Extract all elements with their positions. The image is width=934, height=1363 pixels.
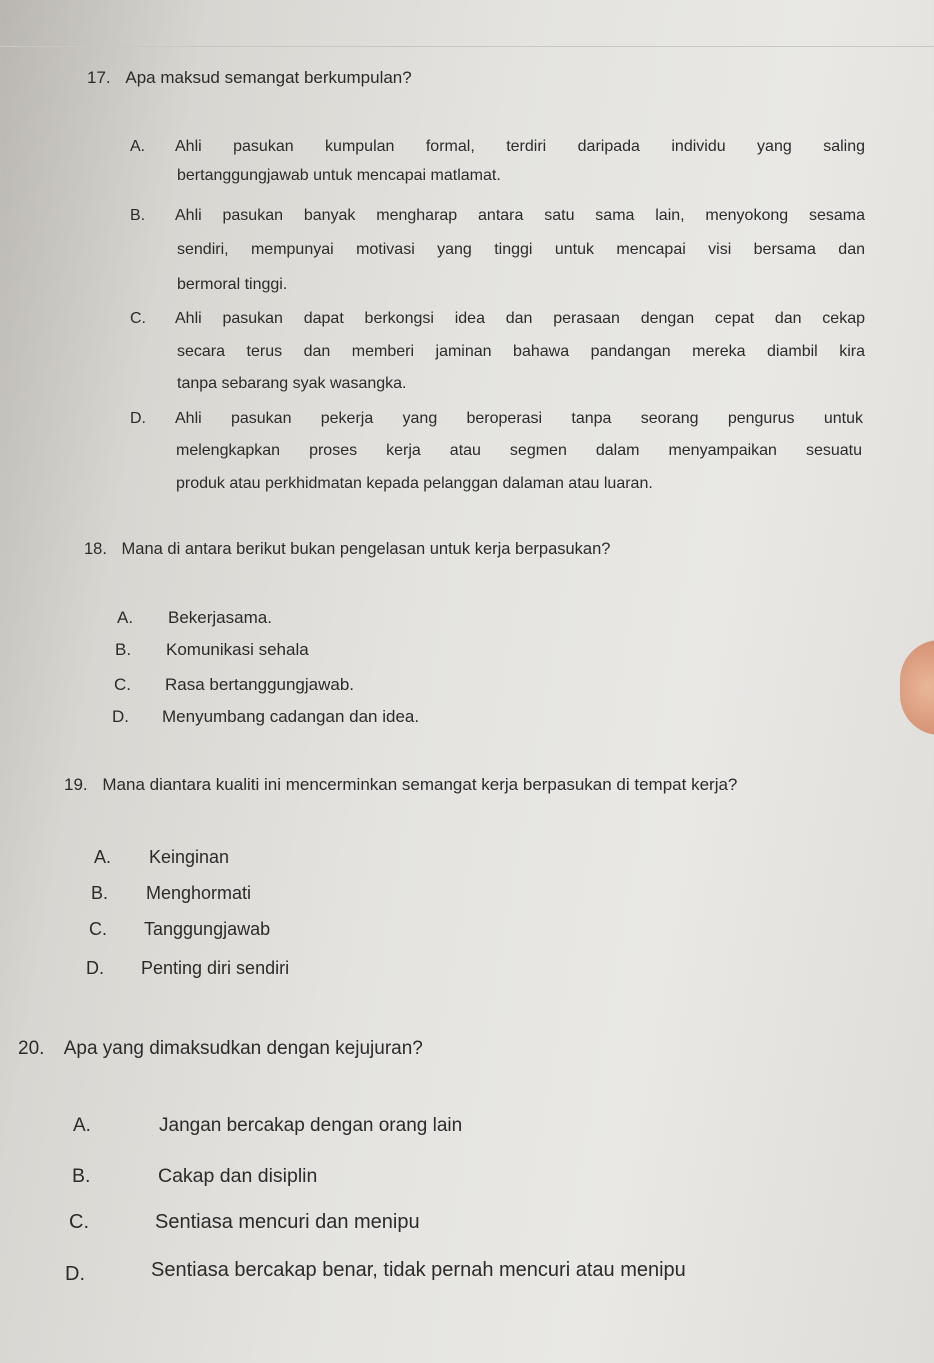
option-letter: C.: [69, 1211, 89, 1233]
thumb-photo-artifact: [900, 640, 934, 735]
option-letter: D.: [130, 410, 146, 427]
option-20-b[interactable]: [72, 1165, 318, 1188]
question-number: 20.: [18, 1038, 45, 1059]
option-17-b-line-3: bermoral tinggi.: [177, 276, 288, 293]
option-letter: A.: [117, 608, 134, 627]
option-17-d-line-3: produk atau perkhidmatan kepada pelanggan dalaman atau luaran.: [176, 475, 653, 492]
option-letter: C.: [114, 675, 131, 694]
option-text: Komunikasi sehala: [166, 640, 309, 659]
option-letter: B.: [91, 883, 109, 903]
option-17-a-line-1: Ahli pasukan kumpulan formal, terdiri daripada individu yang saling: [175, 138, 865, 155]
option-17-b-line-1: Ahli pasukan banyak mengharap antara satu sama lain, menyokong sesama: [175, 207, 865, 224]
option-text: Penting diri sendiri: [141, 958, 290, 978]
page-edge-line: [0, 46, 934, 47]
option-letter: A.: [130, 138, 146, 155]
option-17-d-line-2: melengkapkan proses kerja atau segmen dalam menyampaikan sesuatu: [176, 442, 862, 459]
question-18-prompt: [84, 540, 610, 560]
option-letter: B.: [72, 1165, 91, 1187]
option-letter: A.: [94, 847, 112, 867]
option-text: Tanggungjawab: [144, 919, 271, 939]
question-20-prompt: [18, 1038, 423, 1061]
question-19-prompt: [64, 775, 737, 795]
option-text: Jangan bercakap dengan orang lain: [159, 1115, 463, 1136]
option-19-a[interactable]: [94, 847, 230, 868]
option-18-d[interactable]: [112, 707, 420, 727]
option-19-d[interactable]: [86, 958, 290, 979]
option-text: Menghormati: [146, 883, 252, 903]
option-text: Rasa bertanggungjawab.: [165, 675, 355, 694]
option-letter: C.: [130, 310, 146, 327]
option-20-c[interactable]: [69, 1211, 420, 1234]
option-19-b[interactable]: [91, 883, 252, 904]
option-18-c[interactable]: [114, 675, 355, 695]
option-17-c-line-2: secara terus dan memberi jaminan bahawa pandangan mereka diambil kira: [177, 343, 865, 360]
option-text: Bekerjasama.: [168, 608, 272, 627]
question-number: 18.: [84, 540, 107, 558]
option-18-b[interactable]: [115, 640, 309, 660]
option-text: Keinginan: [149, 847, 230, 867]
question-number: 17.: [87, 68, 111, 87]
option-letter: C.: [89, 919, 107, 939]
option-letter: D.: [65, 1263, 85, 1285]
option-text: Menyumbang cadangan dan idea.: [162, 707, 420, 726]
question-number: 19.: [64, 775, 88, 794]
question-text: Mana di antara berikut bukan pengelasan untuk kerja berpasukan?: [121, 540, 611, 558]
option-17-b-line-2: sendiri, mempunyai motivasi yang tinggi untuk mencapai visi bersama dan: [177, 241, 865, 258]
option-letter: B.: [130, 207, 146, 224]
option-17-c-line-3: tanpa sebarang syak wasangka.: [177, 375, 407, 392]
question-17-prompt: [87, 68, 412, 88]
option-18-a[interactable]: [117, 608, 272, 628]
option-letter: A.: [73, 1115, 91, 1136]
option-17-a-line-2: bertanggungjawab untuk mencapai matlamat.: [177, 167, 501, 184]
question-text: Mana diantara kualiti ini mencerminkan semangat kerja berpasukan di tempat kerja?: [102, 775, 738, 794]
option-letter: D.: [112, 707, 129, 726]
option-text: Sentiasa bercakap benar, tidak pernah mencuri atau menipu: [151, 1259, 686, 1281]
option-20-d[interactable]: [65, 1259, 686, 1286]
option-19-c[interactable]: [89, 919, 271, 940]
option-text: Cakap dan disiplin: [158, 1165, 318, 1187]
option-17-d-line-1: Ahli pasukan pekerja yang beroperasi tanpa seorang pengurus untuk: [175, 410, 863, 427]
question-text: Apa yang dimaksudkan dengan kejujuran?: [63, 1038, 423, 1059]
option-letter: B.: [115, 640, 132, 659]
option-17-c-line-1: Ahli pasukan dapat berkongsi idea dan perasaan dengan cepat dan cekap: [175, 310, 865, 327]
option-letter: D.: [86, 958, 104, 978]
question-text: Apa maksud semangat berkumpulan?: [125, 68, 412, 87]
option-text: Sentiasa mencuri dan menipu: [155, 1211, 420, 1233]
option-20-a[interactable]: [73, 1115, 463, 1137]
